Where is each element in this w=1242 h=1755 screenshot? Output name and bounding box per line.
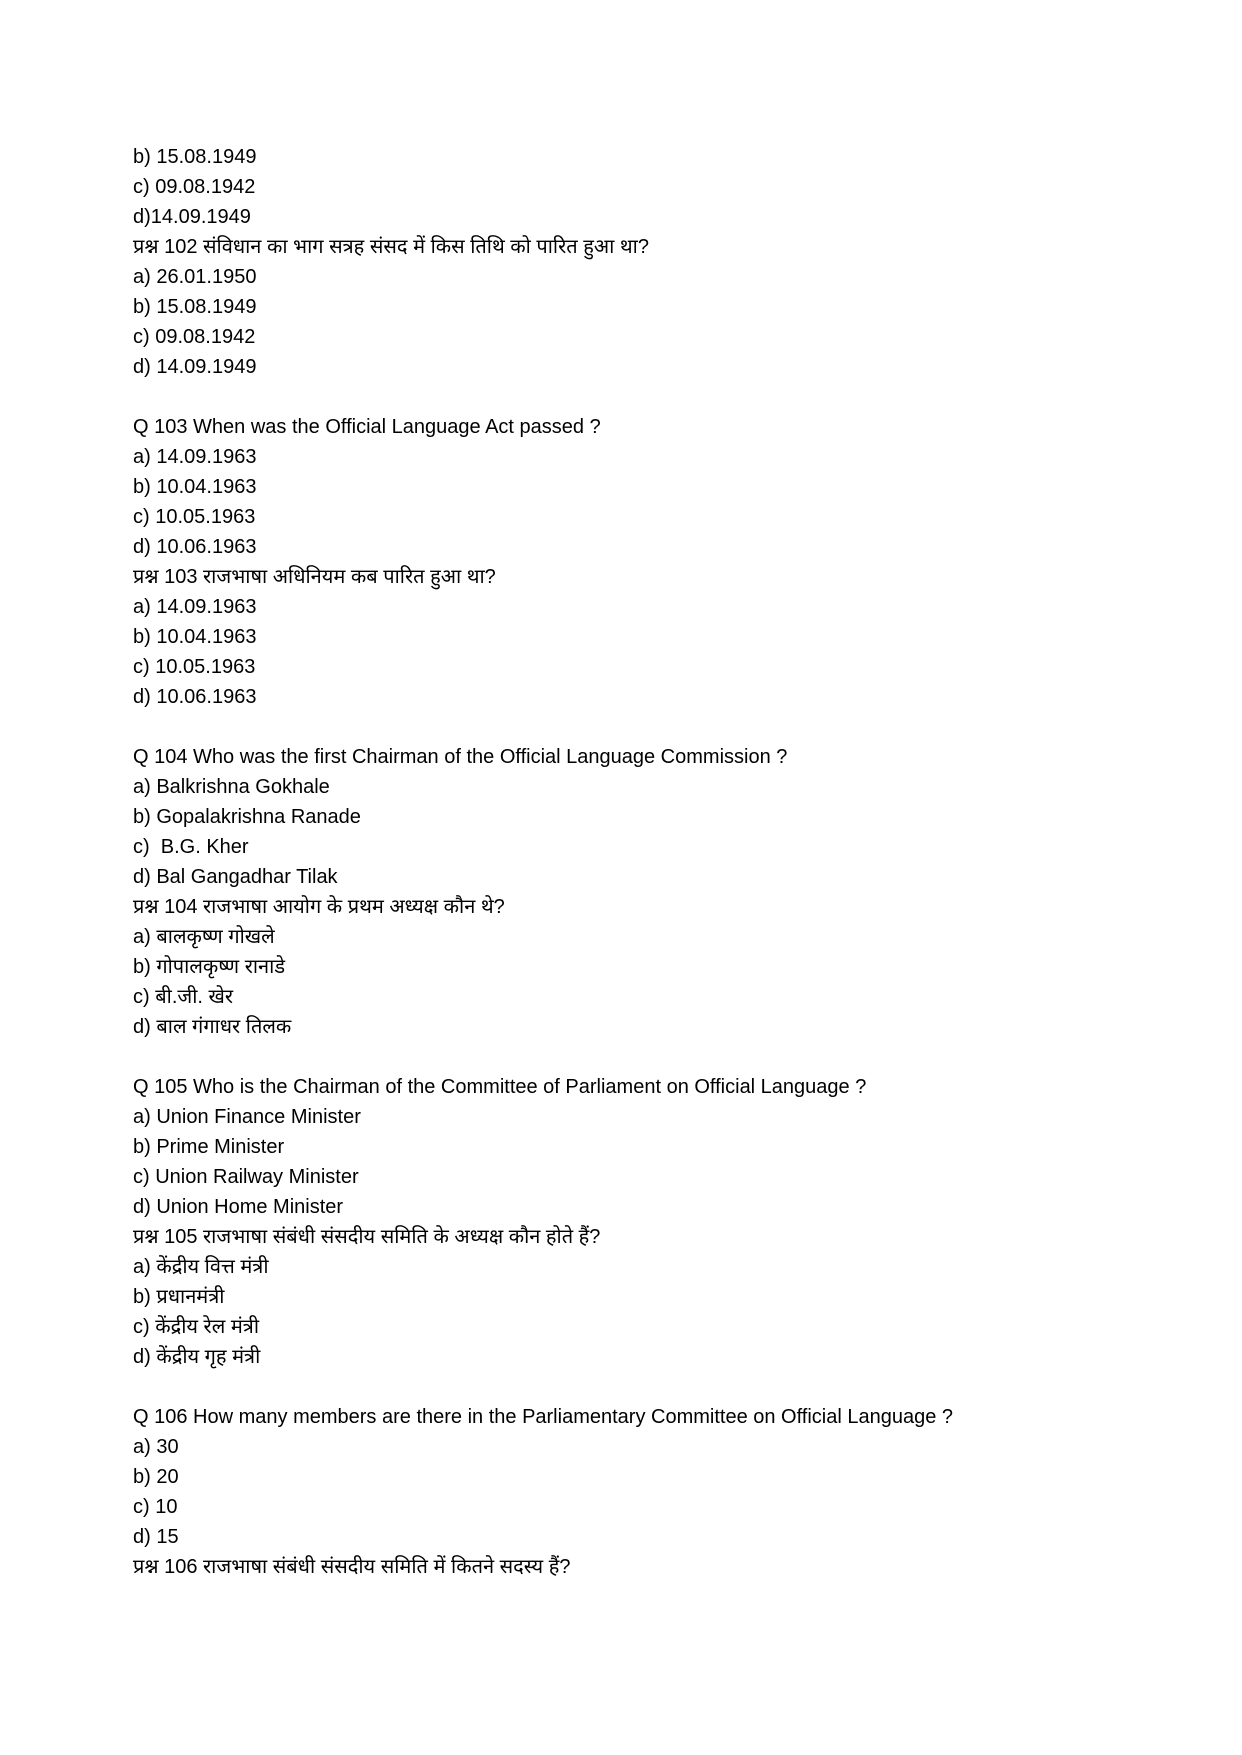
q103-option-a-en: a) 14.09.1963 bbox=[133, 446, 257, 468]
q104-question-hi: प्रश्न 104 राजभाषा आयोग के प्रथम अध्यक्ष कौन थे? bbox=[133, 896, 505, 918]
q104-option-a-en: a) Balkrishna Gokhale bbox=[133, 776, 330, 798]
question-103 bbox=[133, 412, 1172, 712]
question-106 bbox=[133, 1402, 1172, 1582]
question-105 bbox=[133, 1072, 1172, 1372]
q104-option-b-hi: b) गोपालकृष्ण रानाडे bbox=[133, 956, 286, 978]
q105-option-d-hi: d) केंद्रीय गृह मंत्री bbox=[133, 1346, 261, 1368]
q105-option-d-en: d) Union Home Minister bbox=[133, 1196, 344, 1218]
question-102 bbox=[133, 142, 1172, 382]
q105-question-en: Q 105 Who is the Chairman of the Committee of Parliament on Official Language ? bbox=[133, 1076, 867, 1098]
q105-option-b-en: b) Prime Minister bbox=[133, 1136, 285, 1158]
q105-option-c-hi: c) केंद्रीय रेल मंत्री bbox=[133, 1316, 260, 1338]
q104-option-d-en: d) Bal Gangadhar Tilak bbox=[133, 866, 338, 888]
question-104 bbox=[133, 742, 1172, 1042]
q103-option-d-hi: d) 10.06.1963 bbox=[133, 686, 257, 708]
q106-option-c-en: c) 10 bbox=[133, 1496, 178, 1518]
q104-option-b-en: b) Gopalakrishna Ranade bbox=[133, 806, 361, 828]
q106-option-a-en: a) 30 bbox=[133, 1436, 179, 1458]
q104-option-c-en: c) B.G. Kher bbox=[133, 836, 249, 858]
q103-option-a-hi: a) 14.09.1963 bbox=[133, 596, 257, 618]
q106-question-hi: प्रश्न 106 राजभाषा संबंधी संसदीय समिति में कितने सदस्य हैं? bbox=[133, 1556, 571, 1578]
q106-option-b-en: b) 20 bbox=[133, 1466, 179, 1488]
q104-option-d-hi: d) बाल गंगाधर तिलक bbox=[133, 1016, 292, 1038]
q103-option-c-en: c) 10.05.1963 bbox=[133, 506, 256, 528]
q102-option-b-hi: b) 15.08.1949 bbox=[133, 296, 257, 318]
q102-option-b-en: b) 15.08.1949 bbox=[133, 146, 257, 168]
q103-question-en: Q 103 When was the Official Language Act passed ? bbox=[133, 416, 601, 438]
q102-option-c-en: c) 09.08.1942 bbox=[133, 176, 256, 198]
q103-option-b-en: b) 10.04.1963 bbox=[133, 476, 257, 498]
q105-option-a-hi: a) केंद्रीय वित्त मंत्री bbox=[133, 1256, 269, 1278]
q102-question-hi: प्रश्न 102 संविधान का भाग सत्रह संसद में किस तिथि को पारित हुआ था? bbox=[133, 236, 649, 258]
q102-option-d-en: d)14.09.1949 bbox=[133, 206, 251, 228]
q105-option-a-en: a) Union Finance Minister bbox=[133, 1106, 361, 1128]
q104-option-a-hi: a) बालकृष्ण गोखले bbox=[133, 926, 275, 948]
q102-option-c-hi: c) 09.08.1942 bbox=[133, 326, 256, 348]
q104-option-c-hi: c) बी.जी. खेर bbox=[133, 986, 234, 1008]
q102-option-a-hi: a) 26.01.1950 bbox=[133, 266, 257, 288]
q102-option-d-hi: d) 14.09.1949 bbox=[133, 356, 257, 378]
q103-option-b-hi: b) 10.04.1963 bbox=[133, 626, 257, 648]
q106-option-d-en: d) 15 bbox=[133, 1526, 179, 1548]
question-list bbox=[133, 142, 1172, 1582]
q103-option-c-hi: c) 10.05.1963 bbox=[133, 656, 256, 678]
q105-option-c-en: c) Union Railway Minister bbox=[133, 1166, 359, 1188]
q105-option-b-hi: b) प्रधानमंत्री bbox=[133, 1286, 225, 1308]
q103-option-d-en: d) 10.06.1963 bbox=[133, 536, 257, 558]
q105-question-hi: प्रश्न 105 राजभाषा संबंधी संसदीय समिति के अध्यक्ष कौन होते हैं? bbox=[133, 1226, 601, 1248]
q103-question-hi: प्रश्न 103 राजभाषा अधिनियम कब पारित हुआ था? bbox=[133, 566, 496, 588]
q106-question-en: Q 106 How many members are there in the Parliamentary Committee on Official Language ? bbox=[133, 1406, 954, 1428]
q104-question-en: Q 104 Who was the first Chairman of the Official Language Commission ? bbox=[133, 746, 788, 768]
